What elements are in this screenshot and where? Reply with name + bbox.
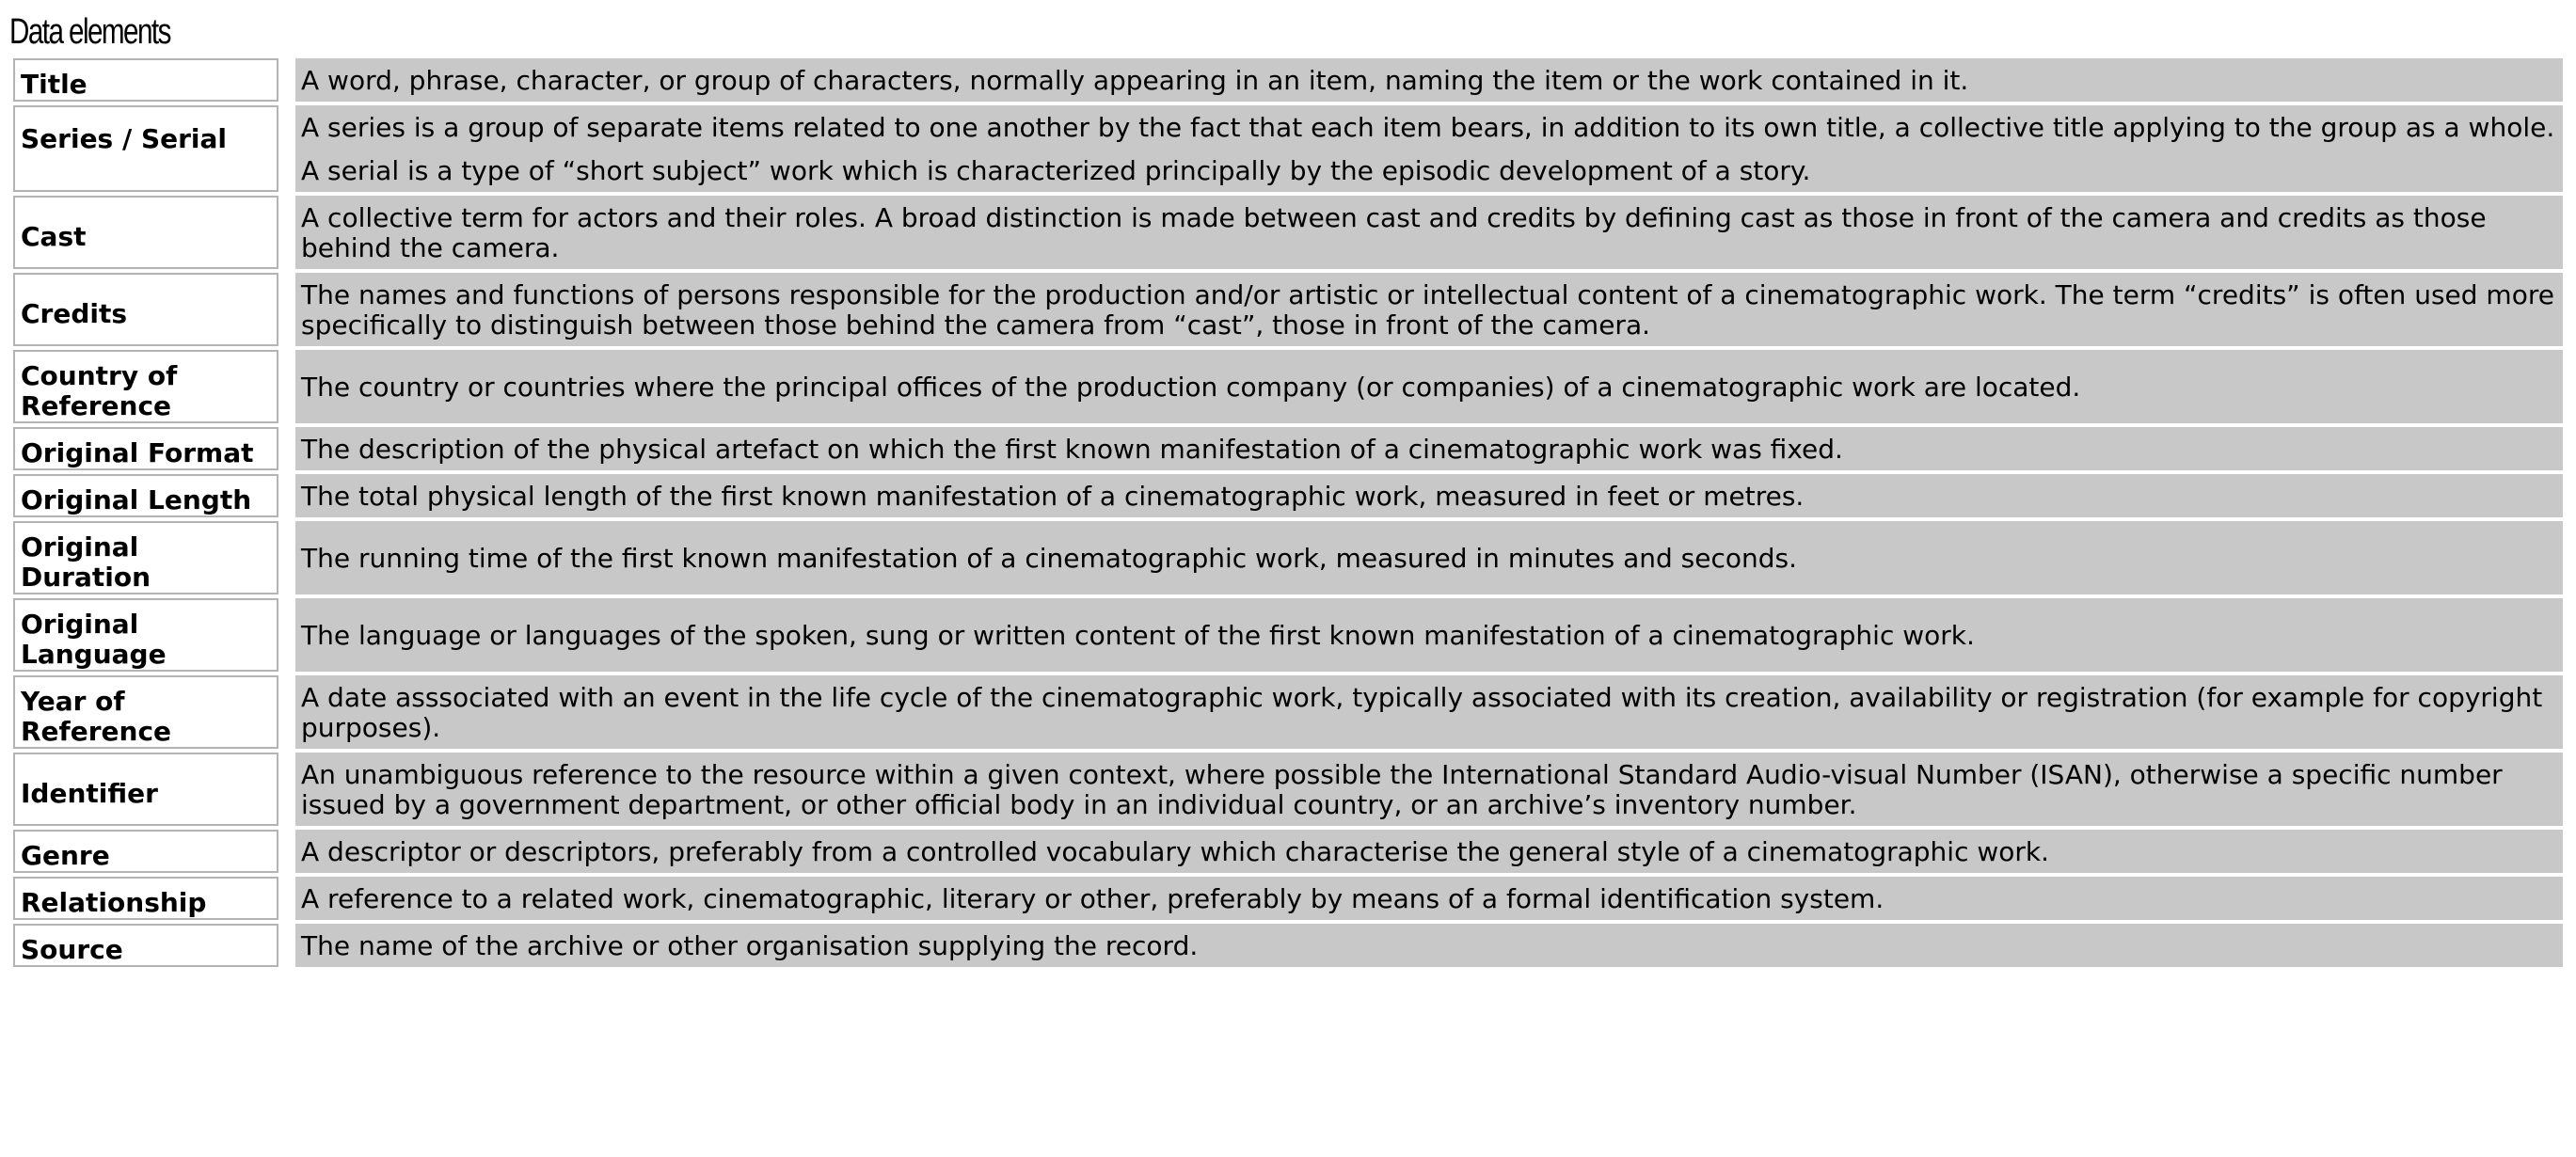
term-label: Country of Reference [21, 360, 178, 421]
table-row [13, 105, 2563, 192]
term-cell [13, 598, 278, 672]
term-cell [13, 427, 278, 470]
table-row [13, 521, 2563, 594]
term-cell [13, 521, 278, 594]
term-cell [13, 924, 278, 967]
definition-text: A descriptor or descriptors, preferably from a controlled vocabulary which characterise the general style of a cinematographic work. [301, 836, 2050, 867]
definition-text: An unambiguous reference to the resource within a given context, where possible the International Standard Audio-visual Number (ISAN), otherwise a specific number issued by a government department, or other official body in an individual country, or an archive’s inventory number. [301, 759, 2503, 820]
column-gap [282, 58, 292, 102]
definition-cell [295, 58, 2563, 102]
term-label: Genre [21, 840, 110, 871]
definition-cell [295, 350, 2563, 423]
definition-text: The language or languages of the spoken, sung or written content of the first known manifestation of a cinematographic work. [301, 620, 1975, 651]
term-label: Identifier [21, 778, 158, 809]
definition-cell [295, 675, 2563, 749]
term-label: Original Length [21, 484, 252, 515]
table-row [13, 675, 2563, 749]
table-row [13, 273, 2563, 346]
definition-cell [295, 474, 2563, 517]
term-cell [13, 105, 278, 192]
column-gap [282, 675, 292, 749]
term-label: Source [21, 934, 123, 965]
definition-cell [295, 598, 2563, 672]
term-cell [13, 877, 278, 920]
term-cell [13, 675, 278, 749]
column-gap [282, 273, 292, 346]
definition-text: The country or countries where the principal offices of the production company (or companies) of a cinematographic work are located. [301, 372, 2081, 403]
table-row [13, 58, 2563, 102]
term-label: Credits [21, 298, 128, 329]
page-title: Data elements [9, 12, 170, 52]
definition-text: A series is a group of separate items related to one another by the fact that each item bears, in addition to its own title, a collective title applying to the group as a whole. [301, 112, 2555, 143]
term-cell [13, 196, 278, 269]
term-label: Original Format [21, 437, 254, 468]
definition-cell [295, 924, 2563, 967]
definition-cell [295, 196, 2563, 269]
term-label: Title [21, 69, 87, 100]
column-gap [282, 521, 292, 594]
column-gap [282, 350, 292, 423]
definition-cell [295, 427, 2563, 470]
term-label: Cast [21, 221, 87, 252]
definition-cell [295, 273, 2563, 346]
term-cell [13, 273, 278, 346]
table-row [13, 924, 2563, 967]
definition-cell [295, 830, 2563, 873]
column-gap [282, 753, 292, 826]
table-row [13, 427, 2563, 470]
term-cell [13, 58, 278, 102]
column-gap [282, 598, 292, 672]
definition-cell [295, 753, 2563, 826]
definition-cell [295, 877, 2563, 920]
definition-text: The name of the archive or other organisation supplying the record. [301, 930, 1199, 961]
definition-cell [295, 105, 2563, 192]
column-gap [282, 877, 292, 920]
table-row [13, 598, 2563, 672]
term-cell [13, 753, 278, 826]
table-row [13, 474, 2563, 517]
term-cell [13, 350, 278, 423]
table-row [13, 830, 2563, 873]
table-row [13, 350, 2563, 423]
definition-text: A serial is a type of “short subject” work which is characterized principally by the episodic development of a story. [301, 155, 1811, 186]
column-gap [282, 924, 292, 967]
term-label: Year of Reference [21, 686, 172, 747]
definition-text: The names and functions of persons responsible for the production and/or artistic or intellectual content of a cinematographic work. The term “credits” is often used more specifically to distinguish between those behind the camera from “cast”, those in front of the camera. [301, 279, 2554, 341]
column-gap [282, 830, 292, 873]
definition-text: A reference to a related work, cinematographic, literary or other, preferably by means of a formal identification system. [301, 883, 1884, 914]
term-cell [13, 474, 278, 517]
table-row [13, 196, 2563, 269]
definition-text: The total physical length of the first known manifestation of a cinematographic work, measured in feet or metres. [301, 481, 1805, 512]
term-label: Series / Serial [21, 123, 227, 154]
term-label: Original Language [21, 609, 167, 670]
table-row [13, 877, 2563, 920]
term-label: Relationship [21, 887, 207, 918]
term-label: Original Duration [21, 531, 151, 593]
column-gap [282, 196, 292, 269]
definition-text: A collective term for actors and their roles. A broad distinction is made between cast and credits by defining cast as those in front of the camera and credits as those behind the camera. [301, 202, 2487, 263]
definition-text: The running time of the first known manifestation of a cinematographic work, measured in minutes and seconds. [301, 543, 1797, 574]
term-cell [13, 830, 278, 873]
table-row [13, 753, 2563, 826]
definition-text: The description of the physical artefact on which the first known manifestation of a cinematographic work was fixed. [301, 434, 1843, 465]
column-gap [282, 427, 292, 470]
definition-cell [295, 521, 2563, 594]
column-gap [282, 105, 292, 192]
definition-text: A date asssociated with an event in the life cycle of the cinematographic work, typically associated with its creation, availability or registration (for example for copyright purposes). [301, 682, 2543, 743]
column-gap [282, 474, 292, 517]
data-elements-table [9, 55, 2567, 971]
data-elements-table-body [13, 58, 2563, 967]
definition-text: A word, phrase, character, or group of characters, normally appearing in an item, naming the item or the work contained in it. [301, 65, 1969, 96]
